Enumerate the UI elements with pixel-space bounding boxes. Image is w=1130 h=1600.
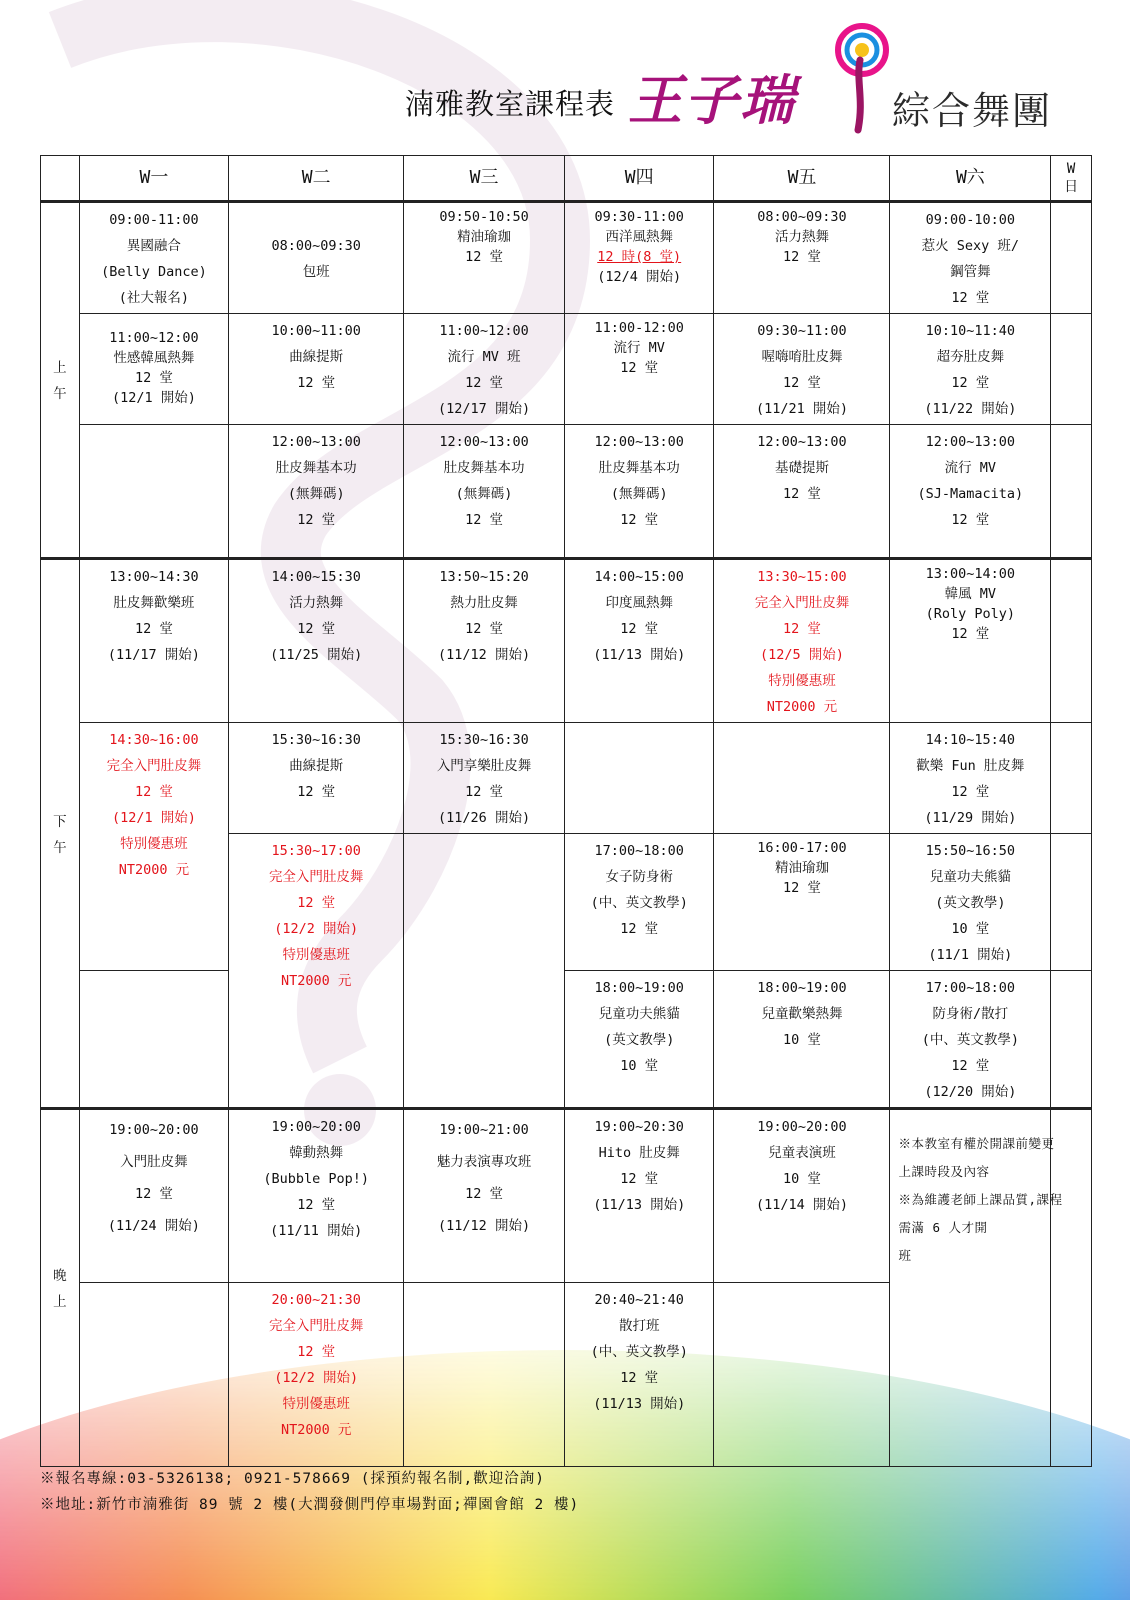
class-line: 12 堂 [783, 880, 821, 896]
class-line: 12 堂 [465, 1186, 503, 1202]
class-cell [890, 834, 1051, 971]
class-line: NT2000 元 [118, 862, 190, 878]
class-line: 韓動熱舞 [289, 1145, 344, 1161]
class-line: 14:00~15:30 [271, 569, 361, 585]
class-line: 上課時段及內容 [898, 1164, 990, 1179]
class-cell [79, 723, 229, 971]
class-line: (無舞碼) [287, 486, 345, 502]
class-cell [229, 314, 404, 425]
class-line: 熱力肚皮舞 [450, 595, 518, 611]
period-afternoon: 下午 [41, 559, 80, 1109]
class-line: (中、英文教學) [590, 895, 688, 911]
schedule-table [40, 155, 1092, 1467]
class-line: 15:50~16:50 [925, 843, 1016, 859]
class-line: 18:00~19:00 [757, 980, 847, 996]
class-cell [564, 834, 714, 971]
class-line: 入門享樂肚皮舞 [436, 758, 532, 774]
class-cell [229, 425, 404, 559]
class-line: 08:00~09:30 [757, 209, 847, 225]
class-line: 韓風 MV [944, 586, 997, 602]
class-cell [404, 723, 565, 834]
class-line: 12 堂 [951, 784, 990, 800]
class-line: 12 堂 [297, 1197, 336, 1213]
class-line: 12 堂 [297, 1344, 336, 1360]
empty-cell [1051, 202, 1092, 314]
class-line: 19:00~21:00 [439, 1122, 529, 1138]
class-line: 特別優惠班 [768, 673, 836, 689]
class-line: 15:30~16:30 [271, 732, 361, 748]
class-cell [404, 314, 565, 425]
class-line: 12 堂 [620, 512, 659, 528]
schedule-row [41, 559, 1092, 723]
empty-cell [79, 971, 229, 1109]
class-line: 肚皮舞歡樂班 [113, 595, 195, 611]
class-line: 活力熱舞 [774, 229, 829, 245]
class-line: 流行 MV [613, 340, 665, 356]
class-cell [714, 559, 890, 723]
class-line: 完全入門肚皮舞 [268, 1318, 364, 1334]
class-line: 13:00~14:00 [925, 566, 1016, 582]
class-line: (11/12 開始) [438, 647, 531, 663]
empty-cell [79, 1283, 229, 1467]
class-line: (11/13 開始) [593, 1197, 686, 1213]
class-line: (中、英文教學) [590, 1344, 688, 1360]
class-line: 女子防身術 [605, 869, 673, 885]
class-line: (11/13 開始) [593, 647, 686, 663]
class-line: (11/24 開始) [107, 1218, 200, 1234]
class-cell [714, 1109, 890, 1283]
period-evening: 晚上 [41, 1109, 80, 1467]
class-line: (無舞碼) [610, 486, 668, 502]
class-cell [79, 314, 229, 425]
class-line: 防身術/散打 [932, 1006, 1009, 1022]
class-line: 12 堂 [783, 375, 821, 391]
class-line: 兒童功夫熊貓 [929, 869, 1011, 885]
class-line: 10 堂 [783, 1032, 821, 1048]
class-line: 12 堂 [297, 375, 336, 391]
class-line: 需滿 6 人才開 [898, 1220, 988, 1235]
class-line: (11/22 開始) [924, 401, 1017, 417]
class-line: 09:50-10:50 [439, 209, 529, 225]
class-cell [79, 559, 229, 723]
footer [40, 1466, 579, 1518]
day-header-tue: W二 [229, 156, 404, 202]
day-header-wed: W三 [404, 156, 565, 202]
class-line: 17:00~18:00 [925, 980, 1016, 996]
class-cell [229, 723, 404, 834]
class-cell [79, 1109, 229, 1283]
class-line: 14:30~16:00 [109, 732, 199, 748]
class-line: 12 堂 [783, 621, 821, 637]
class-line: 18:00~19:00 [594, 980, 684, 996]
class-line: 包班 [302, 264, 330, 280]
class-cell [714, 202, 890, 314]
class-line: 11:00~12:00 [109, 330, 199, 346]
class-cell [890, 314, 1051, 425]
class-cell [714, 834, 890, 971]
class-line: 10:10~11:40 [925, 323, 1016, 339]
class-line: 12 時(8 堂) [597, 249, 682, 265]
class-line: 12 堂 [134, 621, 173, 637]
schedule-row [41, 202, 1092, 314]
empty-cell [404, 834, 565, 1109]
class-cell [404, 559, 565, 723]
class-line: (12/5 開始) [760, 647, 844, 663]
class-line: 兒童功夫熊貓 [598, 1006, 680, 1022]
day-header-row [41, 156, 1092, 202]
class-cell [79, 202, 229, 314]
class-line: NT2000 元 [766, 699, 838, 715]
class-line: 12 堂 [951, 626, 990, 642]
class-line: 兒童表演班 [768, 1145, 836, 1161]
class-line: 12 堂 [134, 784, 173, 800]
class-line: Hito 肚皮舞 [598, 1145, 680, 1161]
class-line: 12 堂 [783, 249, 821, 265]
class-line: (英文教學) [604, 1032, 675, 1048]
empty-cell [1051, 834, 1092, 971]
class-line: 09:30-11:00 [594, 209, 684, 225]
class-line: 15:30~17:00 [271, 843, 361, 859]
class-line: (社大報名) [118, 290, 190, 306]
corner-cell [41, 156, 80, 202]
class-line: 12 堂 [297, 784, 336, 800]
class-line: 10 堂 [783, 1171, 821, 1187]
class-line: 20:40~21:40 [594, 1292, 684, 1308]
class-cell [890, 723, 1051, 834]
schedule-row [41, 1109, 1092, 1283]
class-line: 17:00~18:00 [594, 843, 684, 859]
registration-phone: ※報名專線:03-5326138; 0921-578669 (採預約報名制,歡迎洽詢) [40, 1471, 545, 1487]
class-cell [229, 1283, 404, 1467]
class-line: 12 堂 [465, 249, 503, 265]
class-line: 12 堂 [620, 1370, 659, 1386]
class-line: 特別優惠班 [282, 1396, 350, 1412]
class-line: (無舞碼) [455, 486, 513, 502]
notes-cell [890, 1109, 1063, 1467]
class-line: 13:30~15:00 [757, 569, 847, 585]
class-line: 兒童歡樂熱舞 [761, 1006, 843, 1022]
class-line: (11/21 開始) [755, 401, 848, 417]
class-line: (12/1 開始) [111, 810, 196, 826]
class-line: 12:00~13:00 [594, 434, 684, 450]
class-line: 12 堂 [465, 784, 503, 800]
day-header-fri: W五 [714, 156, 890, 202]
class-line: 精油瑜珈 [457, 229, 512, 245]
class-line: 12 堂 [620, 1171, 659, 1187]
class-line: 喔嗨唷肚皮舞 [761, 349, 843, 365]
day-header-thu: W四 [564, 156, 714, 202]
class-cell [564, 971, 714, 1109]
class-line: NT2000 元 [280, 973, 352, 989]
class-cell [404, 1109, 565, 1283]
class-line: (12/2 開始) [274, 1370, 359, 1386]
class-line: 12 堂 [134, 370, 173, 386]
class-line: 12:00~13:00 [439, 434, 529, 450]
empty-cell [79, 425, 229, 559]
empty-cell [1051, 1109, 1092, 1467]
class-line: 12 堂 [620, 621, 659, 637]
address: ※地址:新竹市湳雅街 89 號 2 樓(大潤發側門停車場對面;禪園會館 2 樓) [40, 1497, 580, 1513]
class-line: 19:00~20:00 [109, 1122, 199, 1138]
empty-cell [1051, 971, 1092, 1109]
empty-cell [1051, 723, 1092, 834]
class-line: 特別優惠班 [282, 947, 350, 963]
class-line: (SJ-Mamacita) [917, 486, 1024, 502]
class-line: NT2000 元 [280, 1422, 352, 1438]
class-cell [564, 1283, 714, 1467]
class-line: 班 [898, 1248, 912, 1263]
class-line: 12 堂 [620, 360, 659, 376]
class-line: 12:00~13:00 [925, 434, 1016, 450]
class-line: 入門肚皮舞 [120, 1154, 188, 1170]
empty-cell [714, 1283, 890, 1467]
class-line: 12 堂 [951, 375, 990, 391]
class-line: 歡樂 Fun 肚皮舞 [916, 758, 1025, 774]
class-line: 13:00~14:30 [109, 569, 199, 585]
class-line: (英文教學) [935, 895, 1006, 911]
class-line: 10 堂 [951, 921, 990, 937]
class-cell [229, 559, 404, 723]
class-line: 20:00~21:30 [271, 1292, 361, 1308]
class-line: 12:00~13:00 [271, 434, 361, 450]
schedule-row [41, 723, 1092, 834]
class-line: (11/25 開始) [270, 647, 363, 663]
class-line: (Bubble Pop!) [263, 1171, 370, 1187]
class-line: (12/2 開始) [274, 921, 359, 937]
class-line: (11/17 開始) [107, 647, 200, 663]
class-line: 12 堂 [297, 512, 336, 528]
class-line: 肚皮舞基本功 [275, 460, 357, 476]
class-line: 鋼管舞 [950, 264, 991, 280]
class-cell [229, 1109, 404, 1283]
day-header-sat: W六 [890, 156, 1051, 202]
class-cell [714, 971, 890, 1109]
class-cell [229, 834, 404, 1109]
class-cell [229, 202, 404, 314]
class-line: 12 堂 [783, 486, 821, 502]
class-line: 12 堂 [297, 895, 336, 911]
class-line: 流行 MV 班 [447, 349, 521, 365]
class-line: 肚皮舞基本功 [598, 460, 680, 476]
class-line: 性感韓風熱舞 [113, 350, 195, 366]
class-line: 肚皮舞基本功 [443, 460, 525, 476]
class-line: 19:00~20:00 [271, 1119, 361, 1135]
header [0, 0, 1130, 150]
class-line: (Belly Dance) [101, 264, 207, 280]
class-line: (11/29 開始) [924, 810, 1017, 826]
schedule-row [41, 314, 1092, 425]
class-line: 流行 MV [944, 460, 997, 476]
class-line: (11/13 開始) [593, 1396, 686, 1412]
class-cell [890, 559, 1051, 723]
class-line: (11/1 開始) [928, 947, 1013, 963]
class-line: (12/20 開始) [924, 1084, 1017, 1100]
empty-cell [1051, 559, 1092, 723]
class-line: 12 堂 [465, 375, 503, 391]
class-line: 12 堂 [465, 512, 503, 528]
class-line: 活力熱舞 [289, 595, 344, 611]
class-line: 特別優惠班 [120, 836, 188, 852]
class-line: 異國融合 [126, 238, 181, 254]
class-line: 曲線提斯 [289, 758, 344, 774]
class-line: 基礎提斯 [774, 460, 829, 476]
class-line: 19:00~20:00 [757, 1119, 847, 1135]
class-line: 12 堂 [620, 921, 659, 937]
class-line: 12 堂 [951, 290, 990, 306]
class-line: 精油瑜珈 [774, 860, 829, 876]
schedule-row [41, 971, 1092, 1109]
class-line: 12 堂 [951, 512, 990, 528]
class-line: 11:00~12:00 [439, 323, 529, 339]
class-line: 10 堂 [620, 1058, 659, 1074]
schedule-row [41, 425, 1092, 559]
class-line: 惹火 Sexy 班/ [921, 238, 1020, 254]
class-line: 完全入門肚皮舞 [268, 869, 364, 885]
class-line: ※本教室有權於開課前變更 [898, 1136, 1055, 1151]
class-line: 11:00-12:00 [594, 320, 684, 336]
class-line: 09:00-11:00 [109, 212, 199, 228]
class-cell [404, 202, 565, 314]
class-line: 魅力表演專攻班 [436, 1154, 532, 1170]
day-header-mon: W一 [79, 156, 229, 202]
class-cell [564, 202, 714, 314]
class-line: 曲線提斯 [289, 349, 344, 365]
class-line: 完全入門肚皮舞 [106, 758, 202, 774]
class-line: 13:50~15:20 [439, 569, 529, 585]
dancer-logo-icon [830, 20, 890, 140]
class-line: (12/4 開始) [597, 269, 682, 285]
class-cell [890, 202, 1051, 314]
class-line: 15:30~16:30 [439, 732, 529, 748]
class-cell [564, 559, 714, 723]
class-line: 印度風熱舞 [605, 595, 673, 611]
class-line: (11/12 開始) [438, 1218, 531, 1234]
class-line: 12 堂 [134, 1186, 173, 1202]
class-line: 西洋風熱舞 [605, 229, 673, 245]
class-cell [890, 971, 1051, 1109]
class-line: 12:00~13:00 [757, 434, 847, 450]
class-line: 14:10~15:40 [925, 732, 1016, 748]
class-line: 08:00~09:30 [271, 238, 361, 254]
brand-subtitle: 綜合舞團 [892, 89, 1053, 133]
empty-cell [1051, 425, 1092, 559]
class-line: 19:00~20:30 [594, 1119, 684, 1135]
empty-cell [714, 723, 890, 834]
class-line: 超夯肚皮舞 [936, 349, 1005, 365]
class-cell [564, 1109, 714, 1283]
class-line: 14:00~15:00 [594, 569, 684, 585]
empty-cell [404, 1283, 565, 1467]
class-line: 12 堂 [465, 621, 503, 637]
page-title: 湳雅教室課程表 [405, 87, 616, 121]
class-line: (中、英文教學) [921, 1032, 1019, 1048]
class-line: 09:00-10:00 [925, 212, 1016, 228]
class-cell [714, 314, 890, 425]
class-line: (12/1 開始) [111, 390, 196, 406]
class-line: 10:00~11:00 [271, 323, 361, 339]
class-line: 12 堂 [951, 1058, 990, 1074]
class-line: 16:00-17:00 [757, 840, 847, 856]
class-line: 09:30~11:00 [757, 323, 847, 339]
day-header-sun: W日 [1051, 156, 1092, 202]
class-line: (12/17 開始) [438, 401, 531, 417]
class-cell [714, 425, 890, 559]
period-morning: 上午 [41, 202, 80, 559]
class-cell [404, 425, 565, 559]
class-line: 12 堂 [297, 621, 336, 637]
class-cell [564, 314, 714, 425]
class-line: 完全入門肚皮舞 [754, 595, 850, 611]
class-line: (11/11 開始) [270, 1223, 363, 1239]
empty-cell [1051, 314, 1092, 425]
brand-name: 王子瑞 [628, 68, 796, 132]
empty-cell [564, 723, 714, 834]
class-line: 散打班 [618, 1318, 660, 1334]
class-line: (11/14 開始) [755, 1197, 848, 1213]
class-cell [890, 425, 1051, 559]
class-line: (Roly Poly) [925, 606, 1016, 622]
class-line: (11/26 開始) [438, 810, 531, 826]
class-line: ※為維護老師上課品質,課程 [898, 1192, 1063, 1207]
class-cell [564, 425, 714, 559]
